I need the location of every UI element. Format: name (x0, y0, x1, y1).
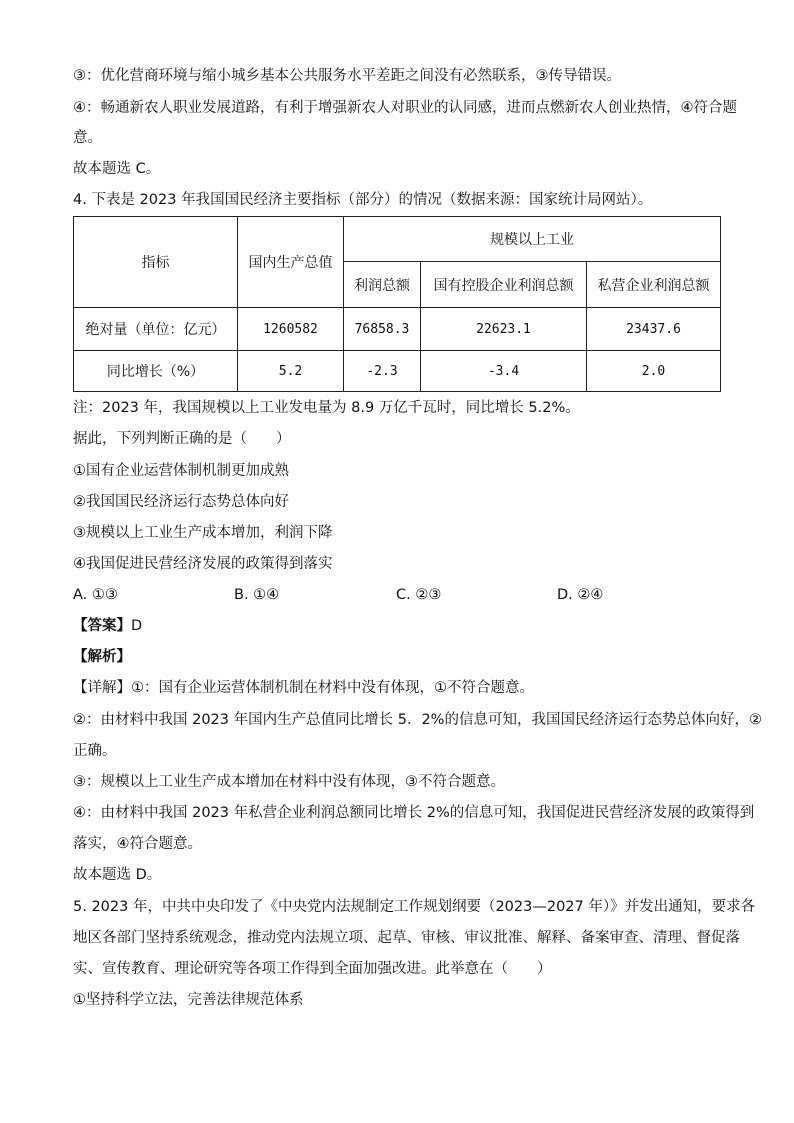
cell-profit-absolute: 76858.3 (344, 308, 421, 351)
table-note: 注：2023 年，我国规模以上工业发电量为 8.9 万亿千瓦时，同比增长 5.2%。 (73, 400, 580, 416)
q3-conclusion: 故本题选 C。 (73, 161, 161, 177)
q5-stem-line-3: 实、宣传教育、理论研究等各项工作得到全面加强改进。此举意在（ ） (73, 961, 552, 977)
cell-private-absolute: 23437.6 (587, 308, 721, 351)
row-absolute-label: 绝对量（单位：亿元） (74, 308, 238, 351)
header-industry: 规模以上工业 (344, 217, 721, 262)
answer-label: 【答案】 (73, 618, 131, 634)
indicator-table (73, 216, 721, 392)
analysis-line-2: ②：由材料中我国 2023 年国内生产总值同比增长 5．2%的信息可知，我国国民经济运行态势总体向好，② (73, 712, 762, 728)
q3-analysis-line-4: ④：畅通新农人职业发展道路，有利于增强新农人对职业的认同感，进而点燃新农人创业热情，④符合题 (73, 100, 737, 116)
q4-item-2: ②我国国民经济运行态势总体向好 (73, 494, 289, 510)
cell-gdp-growth: 5.2 (238, 351, 344, 392)
analysis-line-4-cont: 落实，④符合题意。 (73, 836, 202, 852)
option-b: B. ①④ (234, 587, 280, 603)
q4-stem: 4. 下表是 2023 年我国国民经济主要指标（部分）的情况（数据来源：国家统计局网站）。 (73, 192, 653, 208)
analysis-label: 【解析】 (73, 649, 131, 665)
q5-stem-line-2: 地区各部门坚持系统观念，推动党内法规立项、起草、审核、审议批准、解释、备案审查、清理、督促落 (73, 930, 740, 946)
q4-item-1: ①国有企业运营体制机制更加成熟 (73, 463, 289, 479)
cell-private-growth: 2.0 (587, 351, 721, 392)
q3-analysis-line-4-cont: 意。 (73, 130, 102, 146)
header-state-profit: 国有控股企业利润总额 (421, 262, 587, 308)
option-c: C. ②③ (396, 587, 442, 603)
q4-conclusion: 故本题选 D。 (73, 867, 162, 883)
header-gdp: 国内生产总值 (238, 217, 344, 308)
q4-item-3: ③规模以上工业生产成本增加，利润下降 (73, 525, 333, 541)
cell-gdp-absolute: 1260582 (238, 308, 344, 351)
q3-analysis-line-3: ③：优化营商环境与缩小城乡基本公共服务水平差距之间没有必然联系，③传导错误。 (73, 68, 621, 84)
analysis-line-3: ③：规模以上工业生产成本增加在材料中没有体现，③不符合题意。 (73, 774, 505, 790)
header-profit-total: 利润总额 (344, 262, 421, 308)
analysis-line-4: ④：由材料中我国 2023 年私营企业利润总额同比增长 2%的信息可知，我国促进民营经济发展的政策得到 (73, 805, 755, 821)
q5-stem-line-1: 5. 2023 年，中共中央印发了《中央党内法规制定工作规划纲要（2023—2027 年）》并发出通知，要求各 (73, 899, 756, 915)
option-a: A. ①③ (73, 587, 118, 603)
q5-item-1: ①坚持科学立法，完善法律规范体系 (73, 992, 304, 1008)
cell-profit-growth: -2.3 (344, 351, 421, 392)
q4-item-4: ④我国促进民营经济发展的政策得到落实 (73, 556, 333, 572)
q4-question: 据此，下列判断正确的是（ ） (73, 431, 291, 447)
option-d: D. ②④ (557, 587, 604, 603)
analysis-line-2-cont: 正确。 (73, 743, 117, 759)
cell-state-absolute: 22623.1 (421, 308, 587, 351)
answer-value: D (131, 618, 143, 634)
analysis-line-1: 【详解】①：国有企业运营体制机制在材料中没有体现，①不符合题意。 (73, 680, 534, 696)
cell-state-growth: -3.4 (421, 351, 587, 392)
header-private-profit: 私营企业利润总额 (587, 262, 721, 308)
header-indicator: 指标 (74, 217, 238, 308)
answer-line (73, 616, 142, 636)
row-growth-label: 同比增长（%） (74, 351, 238, 392)
